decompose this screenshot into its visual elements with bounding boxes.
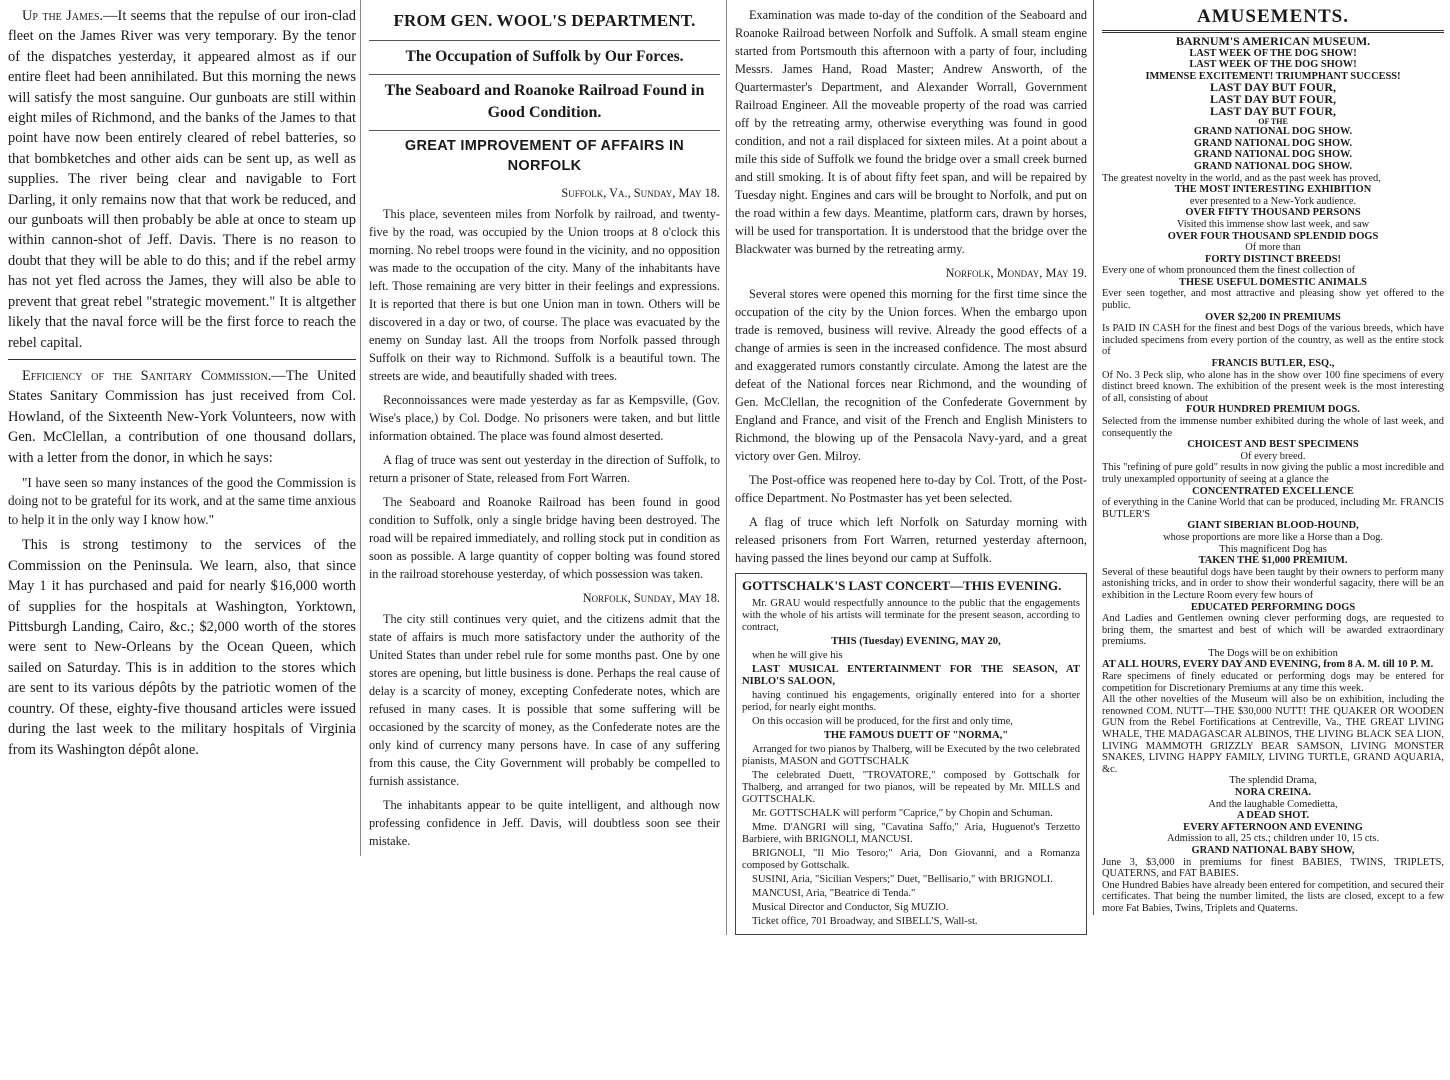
article-body: The Post-office was reopened here to-day by Col. Trott, of the Post-office Department. No Postmaster has yet been selected.	[735, 473, 1087, 505]
ad-line: THE MOST INTERESTING EXHIBITION	[1174, 184, 1372, 196]
ad-line: A DEAD SHOT.	[1236, 810, 1310, 822]
ad-line: THE FAMOUS DUETT OF "NORMA,"	[823, 730, 1009, 741]
concert-title: GOTTSCHALK'S LAST CONCERT—THIS EVENING.	[742, 578, 1062, 593]
ad-line: GIANT SIBERIAN BLOOD-HOUND,	[1187, 520, 1359, 532]
ad-line: Selected from the immense number exhibited during the whole of last week, and consequently the	[1102, 416, 1444, 439]
ad-line: THIS (Tuesday) EVENING, MAY 20,	[831, 636, 1001, 647]
ad-line: Ever seen together, and most attractive and pleasing show yet offered to the public.	[1102, 288, 1444, 312]
article-body: This is strong testimony to the services of the Commission on the Peninsula. We learn, also, that since May 1 it has purchased and paid for nearly $16,000 worth of supplies for the hospitals at Washington, Yorktown, Pittsburgh Landing, Cairo, &c.; $2,000 worth of the stores were sent to New-Orleans by the Ocean Queen, which sailed on Saturday. This is in addition to the stores which are sent to its various dépôts by the patriotic women of the country. Of these, eighty-five thousand articles were issued during the last week to the military hospitals of Virginia from its Washington dépôt alone.	[8, 537, 356, 758]
article-body: A flag of truce was sent out yesterday in the direction of Suffolk, to return a prisoner of State, released from Fort Warren.	[369, 453, 720, 485]
ad-line: Of every breed.	[1240, 450, 1306, 462]
ad-line: On this occasion will be produced, for the first and only time,	[752, 716, 1013, 727]
ad-line: And Ladies and Gentlemen owning clever performing dogs, are requested to bring them, the smartest and best of which will be awarded extraordinary premiums.	[1102, 613, 1444, 648]
dateline: Norfolk, Monday, May 19.	[945, 266, 1087, 280]
divider	[1102, 30, 1444, 33]
column-3	[726, 0, 1093, 935]
ad-line: This "refining of pure gold" results in now giving the public a most incredible and truly unexampled opportunity of seeing at a glance the	[1102, 462, 1444, 485]
ad-line: ever presented to a New-York audience.	[1189, 195, 1357, 207]
dateline: Suffolk, Va., Sunday, May 18.	[561, 186, 720, 200]
ad-line: TAKEN THE $1,000 PREMIUM.	[1198, 555, 1348, 567]
ad-line: when he will give his	[752, 650, 843, 661]
subheadline: The Seaboard and Roanoke Railroad Found in Good Condition.	[384, 82, 705, 121]
ad-line: GRAND NATIONAL DOG SHOW.	[1193, 149, 1353, 161]
ad-line: AT ALL HOURS, EVERY DAY AND EVENING, from 8 A. M. till 10 P. M.	[1102, 659, 1434, 671]
ad-line: Ticket office, 701 Broadway, and SIBELL'S, Wall-st.	[752, 916, 978, 927]
column-4	[1093, 0, 1450, 915]
article-body: It seems that the repulse of our iron-clad fleet on the James River was very temporary. By the tenor of the dispatches yesterday, it appeared almost as if our entire fleet had been annihilated. But this morning the news will satisfy the most sanguine. Our gunboats are still within eight miles of Richmond, and the banks of the James to that point have now been entirely cleared of rebel batteries, so that bombketches and other aids can be sent up, as well as supplies. The river being clear and navigable to Fort Darling, it only remains now that that work be reduced, and our gunboats will then probably be able at once to steam up within cannon-shot of Jeff. Davis. There is no reason to doubt that they will be able to do this; and if the rebel army has not yet fled across the James, they will also be able to prevent that great rebel "strategic movement." It is altgether likely that the naval force will be the first force to reach the rebel capital.	[8, 8, 356, 351]
ad-line: Is PAID IN CASH for the finest and best Dogs of the various breeds, which have included specimens from every portion of the country, as well as the entire stock of	[1102, 323, 1444, 358]
ad-line: CHOICEST AND BEST SPECIMENS	[1187, 439, 1359, 451]
ad-line: OF THE	[1258, 117, 1288, 127]
article-heading: Up the James.	[22, 8, 104, 24]
ad-line: One Hundred Babies have already been entered for competition, and secured their certificates. That being the number limited, the lists are closed, except to a few more Fat Babies, Twins, Triplets and Quaterns.	[1102, 879, 1444, 914]
ad-line: whose proportions are more like a Horse than a Dog.	[1163, 531, 1383, 543]
ad-line: Visited this immense show last week, and saw	[1176, 218, 1370, 230]
article-body: The Seaboard and Roanoke Railroad has been found in good condition to Suffolk, only a single bridge having been destroyed. The road will be repaired immediately, and rolling stock put in condition as soon as possible. A large quantity of copper bolting was found stored in the railroad storehouse yesterday, of which possession was taken.	[369, 495, 720, 581]
article-heading: Efficiency of the Sanitary Commission.	[22, 367, 272, 384]
column-2	[360, 0, 726, 856]
article-body: The city still continues very quiet, and the citizens admit that the state of affairs is much more satisfactory under the authority of the United States than under rebel rule for some months past. One by one stores are opening, but little business is done. Perhaps the real cause of delay is a scarcity of money, excepting Confederate notes, which are refused in many cases. It is possible that some suffering will be occasioned by the scarcity of money, as the Confederate notes are the only kind of currency many persons have. In case of any suffering from this cause, the City Government will probably be compelled to furnish assistance.	[369, 612, 720, 788]
ad-line: SUSINI, Aria, "Sicilian Vespers;" Duet, "Bellisario," with BRIGNOLI.	[752, 874, 1053, 885]
ad-line: THESE USEFUL DOMESTIC ANIMALS	[1179, 276, 1367, 288]
divider	[8, 359, 356, 360]
ad-line: EVERY AFTERNOON AND EVENING	[1183, 821, 1363, 833]
ad-line: Of No. 3 Peck slip, who alone has in the show over 100 fine specimens of every distinct breed known. The exhibition of the present week is the most interesting of all, consisting of about	[1102, 369, 1444, 404]
ad-line: of everything in the Canine World that can be produced, including Mr. FRANCIS BUTLER'S	[1102, 497, 1444, 520]
ad-line: Admission to all, 25 cts.; children under 10, 15 cts.	[1166, 833, 1380, 845]
article-body: The inhabitants appear to be quite intelligent, and although now professing confidence in Jeff. Davis, will doubtless soon see their mistake.	[369, 798, 720, 848]
ad-line: NORA CREINA.	[1234, 787, 1312, 798]
article-body: The United States Sanitary Commission has just received from Col. Howland, of the Sixteenth New-York Volunteers, now with Gen. McClellan, a contribution of one thousand dollars, with a letter from the donor, in which he says:	[8, 367, 356, 466]
amusements-heading: AMUSEMENTS.	[1197, 6, 1349, 27]
ad-line: GRAND NATIONAL DOG SHOW.	[1193, 126, 1353, 138]
ad-line: LAST DAY BUT FOUR,	[1209, 103, 1337, 118]
ad-line: Arranged for two pianos by Thalberg, will be Executed by the two celebrated pianists, MASON and GOTTSCHALK	[742, 744, 1080, 767]
ad-line: LAST WEEK OF THE DOG SHOW!	[1189, 59, 1357, 71]
ad-line: MANCUSI, Aria, "Beatrice di Tenda."	[752, 888, 916, 899]
ad-line: All the other novelties of the Museum will also be on exhibition, including the renowned COM. NUTT—THE $30,000 NUTT! THE QUAKER OR WOODEN GUN from the Rebel Fortifications at Centreville, Va., THE GREAT LIVING WHALE, THE MADAGASCAR ALBINOS, THE LIVING BLACK SEA LION, LIVING MAMMOTH GRIZZLY BEAR SAMSON, LIVING MONSTER SNAKES, LIVING HAPPY FAMILY, LIVING TURTLE, GRAND AQUARIA, &c.	[1102, 694, 1444, 775]
ad-line: IMMENSE EXCITEMENT! TRIUMPHANT SUCCESS!	[1145, 70, 1401, 82]
ad-line: The splendid Drama,	[1229, 775, 1317, 787]
ad-line: GRAND NATIONAL BABY SHOW,	[1191, 844, 1355, 856]
divider	[369, 130, 720, 131]
ad-line: Several of these beautiful dogs have been taught by their owners to perform many astonishing tricks, and in order to show their wonderful sagacity, there will be an exhibition in the Lecture Room every few hours of	[1102, 566, 1444, 601]
article-sanitary-commission: Efficiency of the Sanitary Commission.—The United States Sanitary Commission has just received from Col. Howland, of the Sixteenth New-York Volunteers, now with Gen. McClellan, a contribution of one thousand dollars, with a letter from the donor, in which he says:	[8, 367, 356, 466]
concert-advertisement	[735, 573, 1087, 935]
ad-line: And the laughable Comedietta,	[1208, 798, 1338, 810]
ad-line: Musical Director and Conductor, Sig MUZIO.	[752, 902, 949, 913]
ad-line: The Dogs will be on exhibition	[1208, 647, 1338, 659]
quotation: "I have seen so many instances of the good the Commission is doing not to be grateful for its work, and at the same time anxious to help it in the only way I know how."	[8, 474, 356, 527]
ad-line: OVER $2,200 IN PREMIUMS	[1205, 311, 1341, 323]
subheadline: GREAT IMPROVEMENT OF AFFAIRS IN NORFOLK	[404, 138, 685, 174]
ad-line: LAST MUSICAL ENTERTAINMENT FOR THE SEASON, AT NIBLO'S SALOON,	[742, 664, 1080, 687]
article-body: This place, seventeen miles from Norfolk by railroad, and twenty-five by the road, was occupied by the Union troops at 8 o'clock this morning. No rebel troops were found in the vicinity, and no opposition was made to the occupation of the city. Many of the inhabitants have left. Those remaining are very bitter in their feelings and expressions. It is reported that there is but one Union man in town. Others will be discovered in a day or two, of course. The place was evacuated by the enemy on Sunday last. All the troops from Norfolk passed through Suffolk on their way to Richmond. Suffolk is a beautiful town. The streets are wide, and beautifully shaded with trees.	[369, 207, 720, 383]
ad-line: GRAND NATIONAL DOG SHOW.	[1193, 137, 1353, 149]
article-body: Reconnoissances were made yesterday as far as Kempsville, (Gov. Wise's place,) by Col. Dodge. No prisoners were taken, and but little information obtained. The place was found almost deserted.	[369, 393, 720, 443]
ad-line: Mr. GOTTSCHALK will perform "Caprice," by Chopin and Schuman.	[752, 808, 1053, 819]
article-up-the-james: Up the James.—It seems that the repulse of our iron-clad fleet on the James River was very temporary. By the tenor of the dispatches yesterday, it appeared almost as if our entire fleet had been annihilated. But this morning the news will satisfy the most sanguine. Our gunboats are still within eight miles of Richmond, and the banks of the James to that point have now been entirely cleared of rebel batteries, so that bombketches and other aids can be sent up, as well as supplies. The river being clear and navigable to Fort Darling, it only remains now that that work be reduced, and our gunboats will then probably be able at once to steam up within cannon-shot of Jeff. Davis. There is no reason to doubt that they will be able to do this; and if the rebel army has not yet fled across the James, they will also be able to prevent that great rebel "strategic movement." It is altgether likely that the naval force will be the first force to reach the rebel capital.	[8, 8, 356, 351]
ad-line: OVER FIFTY THOUSAND PERSONS	[1185, 207, 1361, 219]
museum-title: BARNUM'S AMERICAN MUSEUM.	[1175, 34, 1371, 48]
ad-line: Of more than	[1245, 242, 1301, 254]
ad-line: This magnificent Dog has	[1219, 543, 1327, 555]
headline: FROM GEN. WOOL'S DEPARTMENT.	[393, 11, 696, 30]
ad-line: LAST WEEK OF THE DOG SHOW!	[1189, 47, 1357, 59]
ad-line: EDUCATED PERFORMING DOGS	[1190, 601, 1356, 613]
ad-line: Mme. D'ANGRI will sing, "Cavatina Saffo," Aria, Huguenot's Terzetto Barbiere, with BRIGNOLI, MANCUSI.	[742, 822, 1080, 845]
ad-line: LAST DAY BUT FOUR,	[1209, 80, 1337, 95]
column-1	[4, 0, 360, 766]
article-body: Examination was made to-day of the condition of the Seaboard and Roanoke Railroad between Norfolk and Suffolk. A small steam engine started from Portsmouth this afternoon with a party of four, including Messrs. James Hand, Road Master; Andrew Answorth, of the Quartermaster's Department, and Alexander Worrall, Government Railroad Engineer. All the moveable property of the road was carried off by the retreating army, otherwise everything was found in good condition, and not a rail displaced for sixteen miles. At a point about a mile this side of Suffolk we found the bridge over a small creek burned and still smoking. It is of about fifty feet span, and will be repaired by Tuesday night. Engines and cars will be brought to Norfolk, and put on the road within a few days. Meantime, platform cars, drawn by horses, will be used for transportation. It is understood that the bridge over the Blackwater was burned by the retreating army.	[735, 8, 1087, 256]
ad-line: The celebrated Duett, "TROVATORE," composed by Gottschalk for Thalberg, and arranged for two pianos, will be repeated by Mr. MILLS and GOTTSCHALK.	[742, 770, 1080, 805]
ad-line: Rare specimens of finely educated or performing dogs may be entered for competition for Discretionary Premiums at any time this week.	[1102, 671, 1444, 694]
divider	[369, 40, 720, 41]
ad-line: FORTY DISTINCT BREEDS!	[1205, 253, 1341, 265]
ad-line: CONCENTRATED EXCELLENCE	[1192, 485, 1354, 497]
ad-line: June 3, $3,000 in premiums for finest BABIES, TWINS, TRIPLETS, QUATERNS, and FAT BABIES.	[1102, 856, 1444, 880]
dateline: Norfolk, Sunday, May 18.	[582, 591, 720, 605]
ad-line: Mr. GRAU would respectfully announce to the public that the engagements with the whole of his artists will terminate for the present season, according to contract,	[742, 598, 1080, 633]
ad-line: OVER FOUR THOUSAND SPLENDID DOGS	[1167, 230, 1379, 242]
ad-line: LAST DAY BUT FOUR,	[1209, 91, 1337, 106]
ad-line: Every one of whom pronounced them the finest collection of	[1102, 265, 1356, 277]
ad-line: The greatest novelty in the world, and as the past week has proved,	[1102, 172, 1381, 184]
ad-line: BRIGNOLI, "Il Mio Tesoro;" Aria, Don Giovanni, and a Romanza composed by Gottschalk.	[742, 848, 1080, 871]
subheadline: The Occupation of Suffolk by Our Forces.	[405, 48, 684, 65]
ad-line: GRAND NATIONAL DOG SHOW.	[1193, 160, 1353, 172]
article-body: Several stores were opened this morning for the first time since the occupation of the city by the Union forces. When the embargo upon trade is removed, business will revive. Already the good effects of a change of armies is seen in the increased confidence. The most absurd and exaggerated rumors constantly circulate. Among the latest are the defeat of the National forces near Richmond, and the wounding of Gen. McClellan, the recognition of the Confederate Government by England and France, and visit of the French and English Ministers to Richmond, the blowing up of the Pensacola Navy-yard, and a great victory over Gen. Milroy.	[735, 287, 1087, 463]
ad-line: FOUR HUNDRED PREMIUM DOGS.	[1186, 404, 1360, 416]
divider	[369, 74, 720, 75]
ad-line: FRANCIS BUTLER, ESQ.,	[1211, 358, 1335, 370]
article-body: A flag of truce which left Norfolk on Saturday morning with released prisoners from Fort Warren, returned yesterday afternoon, having passed the lines beyond our camp at Suffolk.	[735, 515, 1087, 565]
ad-line: having continued his engagements, originally entered into for a shorter period, for nearly eight months.	[742, 690, 1080, 713]
